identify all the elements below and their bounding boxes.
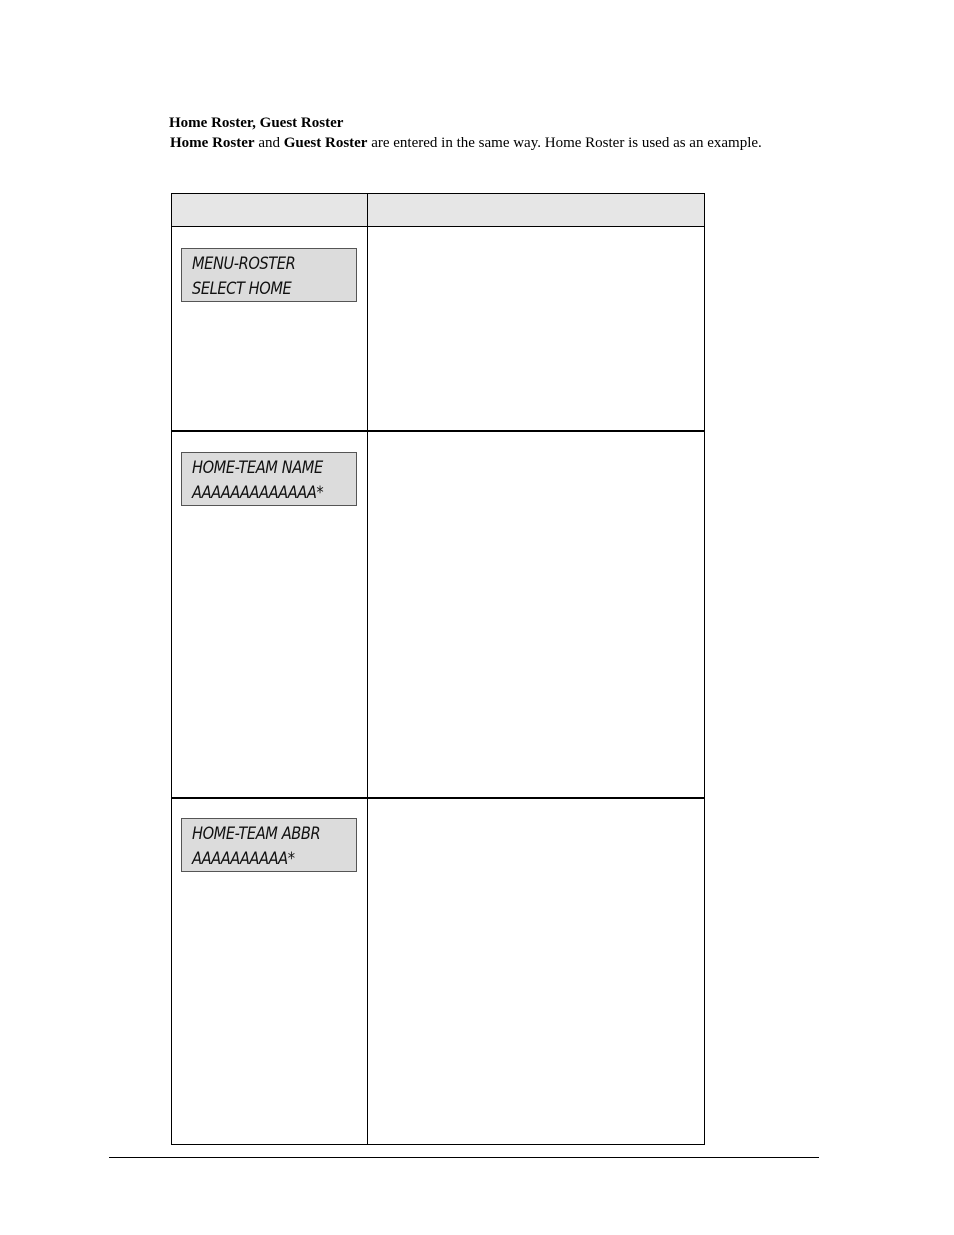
section-heading: Home Roster, Guest Roster [169, 115, 344, 131]
lcd-display-menu-roster [181, 248, 357, 302]
lcd-line-1: MENU-ROSTER [192, 254, 296, 274]
intro-paragraph [170, 133, 790, 153]
footer-rule [109, 1157, 819, 1158]
intro-term-guest-roster: Guest Roster [283, 135, 368, 151]
lcd-line-1: HOME-TEAM NAME [192, 458, 323, 478]
row-border [172, 430, 704, 432]
lcd-line-2: AAAAAAAAAA* [192, 849, 295, 869]
lcd-line-2: SELECT HOME [192, 279, 292, 299]
lcd-line-2: AAAAAAAAAAAAA* [192, 483, 324, 503]
column-divider [367, 194, 368, 1144]
header-cell-display [172, 194, 366, 226]
intro-text-and: and [254, 135, 284, 151]
lcd-display-home-team-abbr [181, 818, 357, 872]
header-cell-action [368, 194, 704, 226]
row-border [172, 797, 704, 799]
lcd-line-1: HOME-TEAM ABBR [192, 824, 321, 844]
intro-text-rest: are entered in the same way. Home Roster is used as an example. [367, 135, 762, 151]
table-header [172, 194, 704, 227]
lcd-display-home-team-name [181, 452, 357, 506]
steps-table [171, 193, 705, 1145]
intro-term-home-roster: Home Roster [170, 135, 255, 151]
